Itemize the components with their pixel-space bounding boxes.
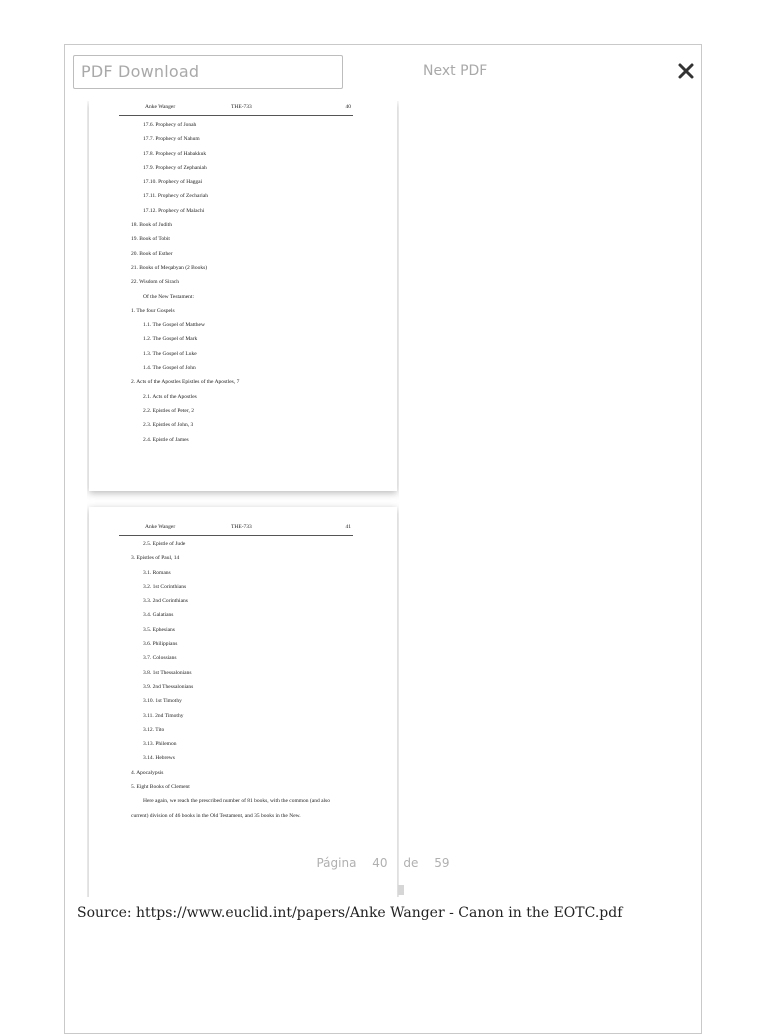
document-line: 3.5. Ephesians xyxy=(143,626,175,633)
document-line: 2.5. Epistle of Jude xyxy=(143,541,186,547)
scrollbar-thumb[interactable] xyxy=(398,885,404,895)
pdf-download-button[interactable]: PDF Download xyxy=(73,55,343,89)
document-line: 5. Eight Books of Clement xyxy=(131,784,190,791)
pdf-page-viewer[interactable] xyxy=(87,101,399,897)
document-line: Of the New Testament: xyxy=(143,293,194,300)
header-page-number: 41 xyxy=(345,524,351,530)
document-line: 21. Books of Meqabyan (2 Books) xyxy=(131,264,208,271)
document-line: 17.9. Prophecy of Zephaniah xyxy=(143,164,207,171)
document-line: 3.4. Galatians xyxy=(143,612,174,619)
document-line: 3.2. 1st Corinthians xyxy=(143,583,187,590)
document-line: 3.1. Romans xyxy=(143,569,171,576)
document-line: 3.14. Hebrews xyxy=(143,755,175,762)
document-line: 3.7. Colossians xyxy=(143,655,177,662)
document-line: 2. Acts of the Apostles Epistles of the Apostles, 7 xyxy=(131,379,240,386)
document-line: 3.11. 2nd Timothy xyxy=(143,712,184,719)
document-line: 17.7. Prophecy of Nahum xyxy=(143,136,200,143)
document-line: 18. Book of Judith xyxy=(131,222,172,229)
document-line: 1. The four Gospels xyxy=(131,307,175,314)
document-line: 2.1. Acts of the Apostles xyxy=(143,393,197,400)
document-line: 3.3. 2nd Corinthians xyxy=(143,598,188,605)
document-line: 19. Book of Tobit xyxy=(131,236,170,243)
document-line: 22. Wisdom of Sirach xyxy=(131,279,179,286)
source-caption: Source: https://www.euclid.int/papers/Anke Wanger - Canon in the EOTC.pdf xyxy=(77,905,623,921)
document-line: 3.13. Philemon xyxy=(143,741,177,748)
header-course: THE-733 xyxy=(231,524,252,530)
header-course: THE-733 xyxy=(231,104,252,110)
document-line: 1.4. The Gospel of John xyxy=(143,365,196,372)
header-author: Anke Wanger xyxy=(145,524,176,530)
pager-separator: de xyxy=(403,856,419,870)
page-header xyxy=(119,103,353,116)
header-author: Anke Wanger xyxy=(145,104,176,110)
document-line: 20. Book of Esther xyxy=(131,250,173,257)
page-text xyxy=(89,118,397,447)
document-line: 2.3. Epistles of John, 3 xyxy=(143,422,194,429)
document-line: 17.12. Prophecy of Malachi xyxy=(143,207,205,214)
document-line: 1.2. The Gospel of Mark xyxy=(143,336,198,343)
close-icon[interactable] xyxy=(677,62,695,80)
document-line: 1.3. The Gospel of Luke xyxy=(143,350,197,357)
document-line: 17.8. Prophecy of Habakkuk xyxy=(143,150,207,157)
document-line: 3.6. Philippians xyxy=(143,641,178,648)
document-line: 17.6. Prophecy of Jonah xyxy=(143,122,197,128)
document-line: 3.12. Tito xyxy=(143,726,165,733)
document-line: 17.11. Prophecy of Zechariah xyxy=(143,193,209,200)
page-header xyxy=(119,523,353,536)
document-line: 2.2. Epistles of Peter, 2 xyxy=(143,407,194,414)
document-line: Here again, we reach the prescribed number of 81 books, with the common (and also xyxy=(143,798,330,805)
page-text xyxy=(89,537,397,823)
document-line: 17.10. Prophecy of Haggai xyxy=(143,179,203,186)
document-line: current) division of 46 books in the Old Testament, and 35 books in the New. xyxy=(131,812,301,819)
page-indicator xyxy=(65,856,701,870)
document-line: 3.9. 2nd Thessalonians xyxy=(143,683,194,690)
document-line: 3.10. 1st Timothy xyxy=(143,698,182,705)
document-line: 1.1. The Gospel of Matthew xyxy=(143,322,205,329)
pdf-page xyxy=(89,507,397,897)
document-line: 4. Apocalypsis xyxy=(131,769,164,776)
document-line: 2.4. Epistle of James xyxy=(143,436,189,443)
pdf-viewer-frame xyxy=(64,44,702,1034)
document-line: 3.8. 1st Thessalonians xyxy=(143,669,192,676)
pager-current[interactable]: 40 xyxy=(372,856,388,870)
pager-label: Página xyxy=(316,856,357,870)
next-pdf-link[interactable]: Next PDF xyxy=(423,63,488,79)
document-line: 3. Epistles of Paul, 14 xyxy=(131,555,180,562)
pdf-page xyxy=(89,101,397,491)
pager-total: 59 xyxy=(434,856,450,870)
header-page-number: 40 xyxy=(345,104,351,110)
